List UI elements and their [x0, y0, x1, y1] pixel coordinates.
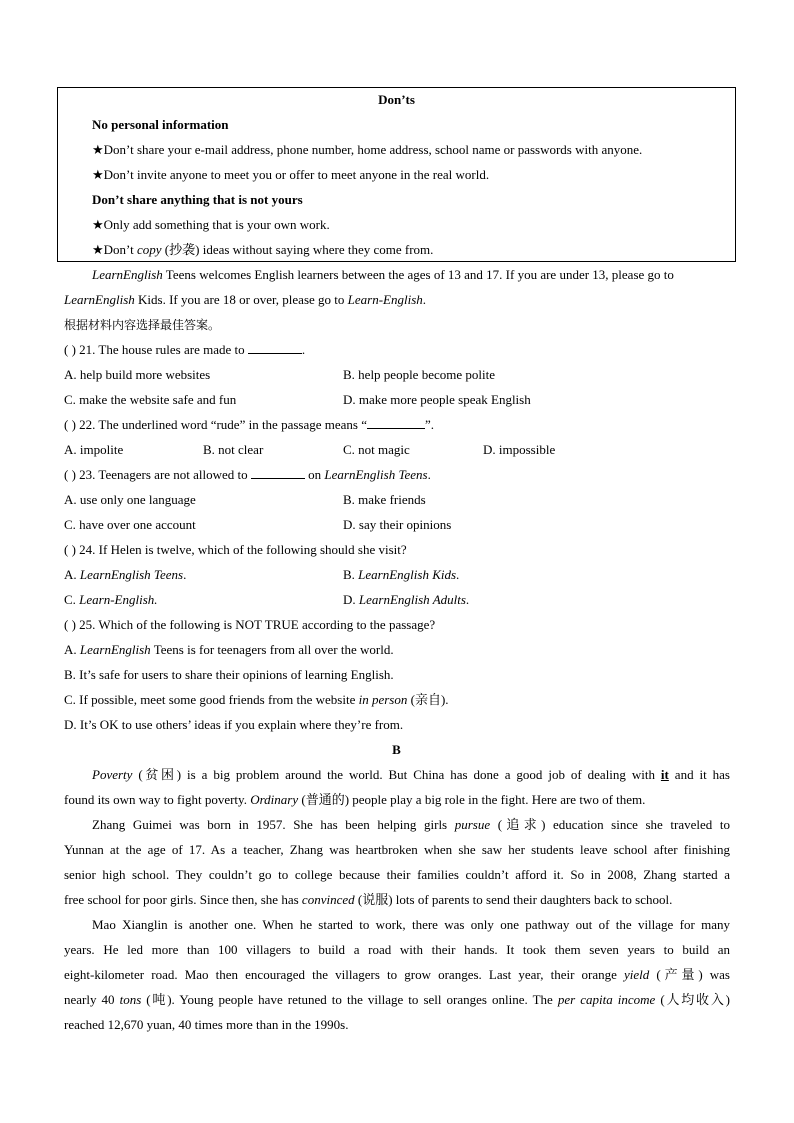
q25-option-c: C. If possible, meet some good friends from the website in person (亲自). [64, 692, 449, 707]
passage-b-line: nearly 40 tons (吨). Young people have retuned to the village to sell oranges online. The per capita income (人均收入) [64, 992, 730, 1007]
intro-line-1: LearnEnglish Teens welcomes English learners between the ages of 13 and 17. If you are under 13, please go to [92, 267, 674, 282]
passage-b-line: senior high school. They couldn’t go to college because their families couldn’t afford it. So in 2008, Zhang started a [64, 867, 730, 882]
q22-option-a: A. impolite [64, 442, 124, 457]
q21-option-a: A. help build more websites [64, 367, 211, 382]
passage-b-line: years. He led more than 100 villagers to build a road with their hands. It took them seven years to build an [64, 942, 730, 957]
q25-option-a: A. LearnEnglish Teens is for teenagers from all over the world. [64, 642, 394, 657]
passage-b-line: free school for poor girls. Since then, she has convinced (说服) lots of parents to send their daughters back to school. [64, 892, 673, 907]
q25-option-d: D. It’s OK to use others’ ideas if you explain where they’re from. [64, 717, 404, 732]
section-heading-personal-info: No personal information [92, 117, 229, 132]
rule-copy: ★Don’t copy (抄袭) ideas without saying where they come from. [92, 242, 434, 257]
q24-option-a: A. LearnEnglish Teens. [64, 567, 187, 582]
answer-blank [248, 342, 302, 354]
answer-blank [251, 467, 305, 479]
question-24: ( ) 24. If Helen is twelve, which of the following should she visit? [64, 542, 407, 557]
donts-title: Don’ts [378, 92, 415, 107]
passage-b-heading: B [392, 742, 401, 757]
intro-line-2: LearnEnglish Kids. If you are 18 or over, please go to Learn-English. [64, 292, 427, 307]
q25-option-b: B. It’s safe for users to share their opinions of learning English. [64, 667, 394, 682]
q22-option-d: D. impossible [483, 442, 556, 457]
section-heading-not-yours: Don’t share anything that is not yours [92, 192, 303, 207]
instruction: 根据材料内容选择最佳答案。 [64, 318, 221, 332]
q24-option-c: C. Learn-English. [64, 592, 158, 607]
passage-b-line: Zhang Guimei was born in 1957. She has been helping girls pursue (追求) education since she traveled to [92, 817, 730, 832]
q21-option-c: C. make the website safe and fun [64, 392, 237, 407]
passage-b-line: reached 12,670 yuan, 40 times more than in the 1990s. [64, 1017, 349, 1032]
question-25: ( ) 25. Which of the following is NOT TRUE according to the passage? [64, 617, 436, 632]
q21-option-d: D. make more people speak English [343, 392, 531, 407]
rule-own-work: ★Only add something that is your own work. [92, 217, 330, 232]
q22-option-c: C. not magic [343, 442, 410, 457]
passage-b-line: Poverty (贫困) is a big problem around the world. But China has done a good job of dealing with it and it has [92, 767, 730, 782]
rule-share-info: ★Don’t share your e-mail address, phone number, home address, school name or passwords with anyone. [92, 142, 643, 157]
q23-option-d: D. say their opinions [343, 517, 452, 532]
q23-option-b: B. make friends [343, 492, 426, 507]
question-22: ( ) 22. The underlined word “rude” in the passage means “ ”. [64, 417, 435, 432]
passage-b-line: Yunnan at the age of 17. As a teacher, Zhang was heartbroken when she saw her students leave school after finishing [64, 842, 730, 857]
q24-option-d: D. LearnEnglish Adults. [343, 592, 470, 607]
q23-option-a: A. use only one language [64, 492, 196, 507]
q22-option-b: B. not clear [203, 442, 264, 457]
answer-blank [367, 417, 425, 429]
passage-b-line: Mao Xianglin is another one. When he started to work, there was only one pathway out of the village for many [92, 917, 730, 932]
question-23: ( ) 23. Teenagers are not allowed to on LearnEnglish Teens. [64, 467, 431, 482]
passage-b-line: found its own way to fight poverty. Ordinary (普通的) people play a big role in the fight. Here are two of them. [64, 792, 646, 807]
q23-option-c: C. have over one account [64, 517, 196, 532]
q21-option-b: B. help people become polite [343, 367, 495, 382]
rule-meet: ★Don’t invite anyone to meet you or offer to meet anyone in the real world. [92, 167, 490, 182]
q24-option-b: B. LearnEnglish Kids. [343, 567, 460, 582]
question-21: ( ) 21. The house rules are made to . [64, 342, 306, 357]
passage-b-line: eight-kilometer road. Mao then encouraged the villagers to grow oranges. Last year, their orange yield (产量) was [64, 967, 730, 982]
